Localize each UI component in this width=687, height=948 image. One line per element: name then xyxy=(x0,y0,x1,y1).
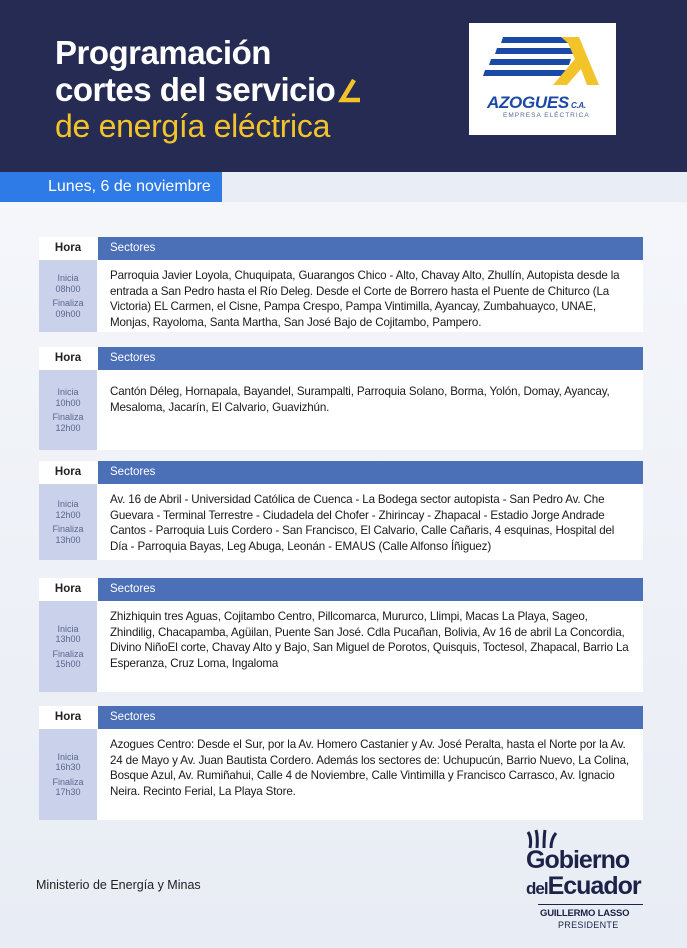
azogues-logo xyxy=(469,23,616,135)
lightning-mark-icon xyxy=(334,78,364,104)
hora-header: Hora xyxy=(39,237,97,260)
title-line-3: de energía eléctrica xyxy=(55,108,331,144)
divider xyxy=(538,904,643,905)
sectors-text: Azogues Centro: Desde el Sur, por la Av. Homero Castanier y Av. José Peralta, hasta el Norte por la Av. 24 de Mayo y Av. Juan Bautista Cordero. Además los sectores de: Uchupucún, Barrio Nuevo, La Colina, Bosque Azul, Av. Rumiñahui, Calle 4 de Noviembre, Calle Vintimilla y Francisco Carrasco, Av. Ignacio Neira. Recinto Ferial, La Playa Store. xyxy=(110,738,629,798)
start-time: 16h30 xyxy=(55,762,81,772)
start-time: 13h00 xyxy=(55,634,81,644)
end-time: 09h00 xyxy=(55,308,81,319)
end-time: 15h00 xyxy=(55,659,81,669)
president-title: PRESIDENTE xyxy=(558,920,619,930)
sectors-text: Zhizhiquin tres Aguas, Cojitambo Centro, Pillcomarca, Mururco, Llimpi, Macas La Playa, Sageo, Zhindilig, Chacapamba, Agüilan, Puente San José. Cdla Pucañan, Bolivia, Av 16 de abril La Concordia, Divino NiñoEl corte, Chavay Alto y Bajo, San Miguel de Porotos, Quisquis, Toctesol, Zhapacal, Barrio La Esperanza, Cruz Loma, Ingaloma xyxy=(110,610,629,670)
start-time: 10h00 xyxy=(55,397,81,408)
logo-subtitle: EMPRESA ELÉCTRICA xyxy=(503,112,590,119)
hora-header: Hora xyxy=(39,461,97,484)
header-banner xyxy=(0,0,687,172)
gobierno-text: Gobierno xyxy=(526,846,630,874)
sectores-header: Sectores xyxy=(97,237,643,260)
sectores-header: Sectores xyxy=(97,578,643,601)
start-time: 08h00 xyxy=(55,283,81,294)
del-ecuador-text: delEcuador xyxy=(526,872,641,900)
sectors-text: Av. 16 de Abril - Universidad Católica de Cuenca - La Bodega sector autopista - San Pedro Av. Che Guevara - Terminal Terrestre - Ciudadela del Chofer - Zhirincay - Zhapacal - Estadio Jorge Andrade Cantos - Parroquia Luis Cordero - San Francisco, El Calvario, Calle Cañaris, 4 esquinas, Hospital del Día - Parroquia Bayas, Leg Abuga, Leonán - EMAUS (Calle Alfonso Íñiguez) xyxy=(110,493,615,553)
sectores-header: Sectores xyxy=(97,461,643,484)
title-line-1: Programación xyxy=(55,34,271,71)
date-tab: Lunes, 6 de noviembre xyxy=(0,172,222,202)
sectores-header: Sectores xyxy=(97,706,643,729)
schedule-block-3 xyxy=(39,461,643,560)
president-name: GUILLERMO LASSO xyxy=(540,908,630,919)
time-range: Inicia 16h30 Finaliza 17h30 xyxy=(39,729,97,820)
azogues-stripes-icon xyxy=(483,33,603,93)
title-line-2: cortes del servicio xyxy=(55,71,336,108)
schedule-block-4 xyxy=(39,578,643,692)
schedule-block-5 xyxy=(39,706,643,820)
ministerio-label: Ministerio de Energía y Minas xyxy=(36,878,201,892)
time-range: Inicia 10h00 Finaliza 12h00 xyxy=(39,370,97,450)
page-title xyxy=(55,34,335,145)
hora-header: Hora xyxy=(39,706,97,729)
time-range: Inicia 12h00 Finaliza 13h00 xyxy=(39,484,97,560)
sectores-header: Sectores xyxy=(97,347,643,370)
time-range: Inicia 13h00 Finaliza 15h00 xyxy=(39,601,97,692)
end-time: 13h00 xyxy=(55,534,81,545)
schedule-block-2 xyxy=(39,347,643,450)
end-time: 17h30 xyxy=(55,787,81,797)
sectors-text: Parroquia Javier Loyola, Chuquipata, Guarangos Chico - Alto, Chavay Alto, Zhullín, Autopista desde la entrada a San Pedro hasta el Río Deleg. Desde el Corte de Borrero hasta el Puente de Chiturco (La Victoria) EL Carmen, el Cisne, Pampa Crespo, Pampa Vintimilla, Ayancay, Zumbahuayco, UNAE, Monjas, Rayoloma, Santa Martha, San José Bajo de Cojitambo, Pampero. xyxy=(110,269,620,329)
sectors-text: Cantón Déleg, Hornapala, Bayandel, Surampalti, Parroquia Solano, Borma, Yolón, Domay, Ayancay, Mesaloma, Jacarín, El Calvario, Guavizhún. xyxy=(110,385,610,414)
time-range: Inicia 08h00 Finaliza 09h00 xyxy=(39,260,97,332)
schedule-block-1 xyxy=(39,237,643,332)
start-time: 12h00 xyxy=(55,509,81,520)
hora-header: Hora xyxy=(39,578,97,601)
gobierno-ecuador-logo xyxy=(520,828,650,938)
logo-name: AZOGUES C.A. xyxy=(487,93,586,112)
end-time: 12h00 xyxy=(55,422,81,433)
hora-header: Hora xyxy=(39,347,97,370)
